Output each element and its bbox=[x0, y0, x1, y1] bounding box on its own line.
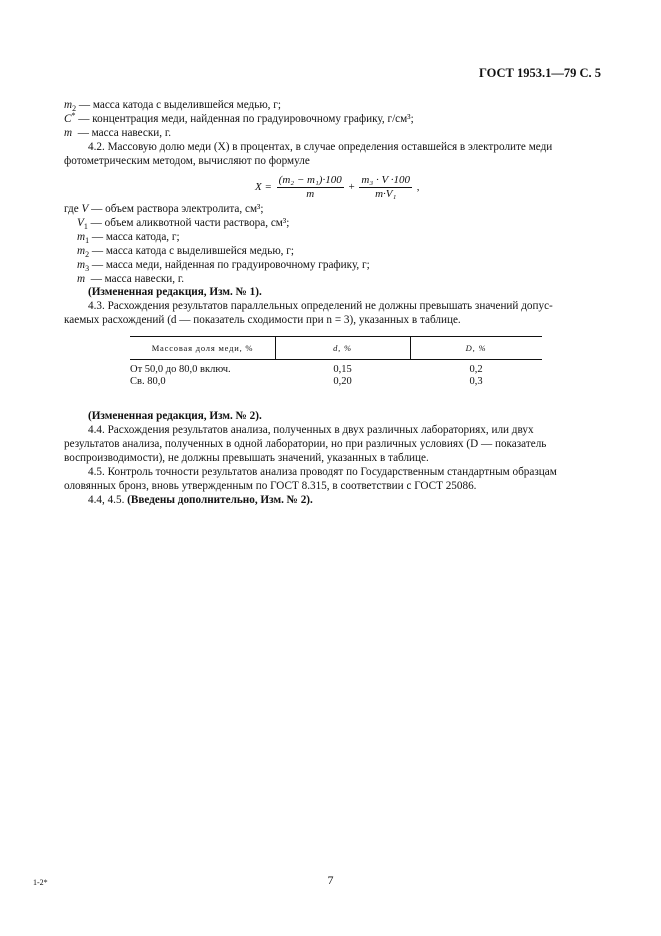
table-cell: 0,20 bbox=[333, 376, 352, 387]
table-cell: 0,15 bbox=[333, 364, 352, 375]
paragraph-4-4-line3: воспроизводимости), не должны превышать значений, указанных в таблице. bbox=[64, 452, 429, 464]
page-number: 7 bbox=[327, 873, 334, 887]
paragraph-4-3-line1: 4.3. Расхождения результатов параллельных определений не должны превышать значений допус- bbox=[88, 300, 553, 312]
definition-m2-b: $m_2$ — масса катода с выделившейся медью, г; bbox=[77, 245, 294, 259]
edit-note-1: (Измененная редакция, Изм. № 1). bbox=[88, 286, 262, 298]
footer-code: 1-2* bbox=[33, 878, 48, 887]
definition-c: C* — концентрация меди, найденная по градуировочному графику, г/см³; bbox=[64, 111, 414, 125]
table-header-rule bbox=[130, 359, 542, 360]
formula-end: , bbox=[416, 181, 420, 194]
definition-v1: $V_1$ — объем аликвотной части раствора, см³; bbox=[77, 217, 290, 231]
document-header: ГОСТ 1953.1—79 С. 5 bbox=[478, 66, 601, 80]
table-cell: От 50,0 до 80,0 включ. bbox=[130, 364, 231, 375]
formula-fraction-2: $\frac{\text{m₃ · V ·100}}{\text{m·V₁}}$ bbox=[361, 174, 410, 200]
definition-m-b: m — масса навески, г. bbox=[77, 273, 184, 285]
definition-v: где V — объем раствора электролита, см³; bbox=[64, 203, 264, 215]
table-header-D: D, % bbox=[465, 343, 487, 353]
paragraph-4-4-line2: результатов анализа, полученных в одной лаборатории, но при различных условиях (D — показатель bbox=[64, 438, 547, 450]
definition-m1: $m_1$ — масса катода, г; bbox=[77, 231, 180, 245]
edit-note-2: (Измененная редакция, Изм. № 2). bbox=[88, 410, 262, 422]
definition-m-a: m — масса навески, г. bbox=[64, 127, 171, 139]
paragraph-4-3-line2: каемых расхождений (d — показатель сходимости при n = 3), указанных в таблице. bbox=[64, 314, 461, 326]
table-cell: 0,2 bbox=[469, 364, 483, 375]
definition-m2-a: $m_2$ — масса катода с выделившейся медью, г; bbox=[64, 99, 281, 113]
table-cell: Св. 80,0 bbox=[130, 376, 166, 387]
paragraph-4-5-line1: 4.5. Контроль точности результатов анализа проводят по Государственным стандартным образцам bbox=[88, 466, 557, 478]
formula-plus: + bbox=[348, 181, 355, 194]
introduced-note: 4.4, 4.5. (Введены дополнительно, Изм. № 2). bbox=[88, 494, 313, 506]
table-header-d: d, % bbox=[333, 343, 352, 353]
formula bbox=[255, 174, 419, 201]
paragraph-4-2-line1: 4.2. Массовую долю меди (X) в процентах, в случае определения оставшейся в электролите меди bbox=[88, 141, 553, 153]
table-header-mass-fraction: Массовая доля меди, % bbox=[151, 343, 254, 353]
table-top-rule bbox=[130, 336, 542, 337]
paragraph-4-2-line2: фотометрическим методом, вычисляют по формуле bbox=[64, 155, 310, 167]
formula-lhs: X = bbox=[255, 181, 272, 194]
formula-fraction-1: $\frac{\text{(m₂ − m₁)·100}}{m}$ bbox=[278, 174, 342, 200]
definition-m3: $m_3$ — масса меди, найденная по градуировочному графику, г; bbox=[77, 259, 370, 273]
paragraph-4-4-line1: 4.4. Расхождения результатов анализа, полученных в двух различных лабораториях, или двух bbox=[88, 424, 534, 436]
paragraph-4-5-line2: оловянных бронз, вновь утвержденным по ГОСТ 8.315, в соответствии с ГОСТ 25086. bbox=[64, 480, 477, 492]
table-cell: 0,3 bbox=[469, 376, 483, 387]
